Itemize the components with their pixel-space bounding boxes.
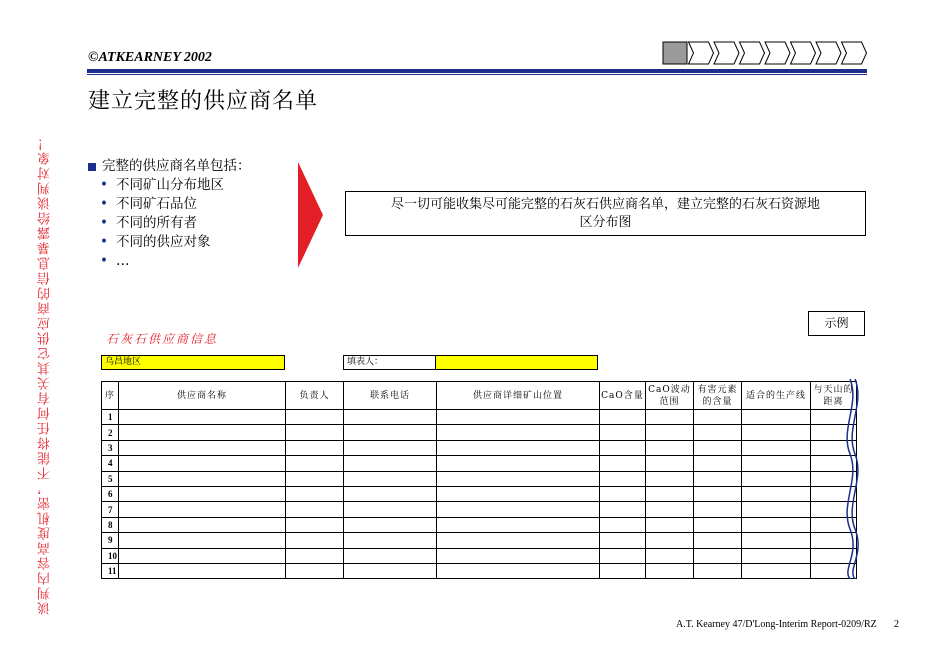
table-cell: [286, 425, 344, 440]
table-row: [102, 486, 857, 501]
table-cell: [646, 548, 694, 563]
table-cell: [600, 456, 646, 471]
table-row: [102, 533, 857, 548]
table-cell: [694, 456, 742, 471]
table-cell: [694, 440, 742, 455]
row-number: 3: [102, 440, 119, 455]
table-cell: [742, 471, 811, 486]
page-title: 建立完整的供应商名单: [88, 89, 319, 114]
table-cell: [119, 517, 286, 532]
col-header: CaO含量: [600, 382, 646, 410]
filler-field: [435, 355, 598, 370]
table-cell: [694, 548, 742, 563]
table-cell: [119, 471, 286, 486]
table-cell: [600, 502, 646, 517]
bullet-item: • 不同矿山分布地区: [100, 176, 251, 195]
col-header: 与天山的距离: [811, 382, 857, 410]
footer-report: A.T. Kearney 47/D'Long-Interim Report-0209/RZ: [676, 619, 877, 630]
table-cell: [600, 486, 646, 501]
table-cell: [742, 486, 811, 501]
table-cell: [694, 563, 742, 578]
table-cell: [344, 517, 437, 532]
table-cell: [344, 563, 437, 578]
row-number: 7: [102, 502, 119, 517]
filler-label: 填表人：: [343, 355, 436, 370]
table-row: [102, 502, 857, 517]
table-cell: [437, 533, 600, 548]
table-row: [102, 471, 857, 486]
table-cell: [286, 502, 344, 517]
row-number: 4: [102, 456, 119, 471]
bullet-item: • 不同的供应对象: [100, 233, 251, 252]
table-cell: [344, 502, 437, 517]
table-cell: [742, 502, 811, 517]
table-cell: [742, 517, 811, 532]
col-header: 适合的生产线: [742, 382, 811, 410]
nav-chevron: [663, 42, 687, 64]
table-cell: [286, 486, 344, 501]
table-cell: [119, 502, 286, 517]
callout-box: 尽一切可能收集尽可能完整的石灰石供应商名单，建立完整的石灰石资源地区分布图: [345, 191, 866, 236]
table-cell: [646, 533, 694, 548]
table-cell: [119, 440, 286, 455]
table-cell: [286, 533, 344, 548]
nav-chevron: [842, 42, 867, 64]
region-field: 乌昌地区: [101, 355, 285, 370]
table-row: [102, 410, 857, 425]
nav-chevron: [765, 42, 790, 64]
table-cell: [694, 410, 742, 425]
table-cell: [742, 456, 811, 471]
bullet-item: • 不同矿石品位: [100, 195, 251, 214]
page-number: 2: [894, 619, 899, 630]
bullet-lead: [88, 157, 251, 176]
table-cell: [119, 486, 286, 501]
table-cell: [344, 486, 437, 501]
progress-chevrons: [662, 40, 872, 66]
table-cell: [119, 456, 286, 471]
table-cell: [344, 456, 437, 471]
row-number: 6: [102, 486, 119, 501]
table-cell: [119, 425, 286, 440]
table-row: [102, 425, 857, 440]
table-cell: [344, 410, 437, 425]
table-row: [102, 517, 857, 532]
col-header: 联系电话: [344, 382, 437, 410]
supplier-table: [101, 381, 857, 579]
table-cell: [286, 471, 344, 486]
table-cell: [437, 425, 600, 440]
table-cell: [694, 502, 742, 517]
table-cell: [646, 563, 694, 578]
confidential-note: 谈判内容高度机密，不能将任何有关其它供应商的信息暴露给谈判对象！: [38, 135, 53, 615]
square-bullet-icon: [88, 163, 96, 171]
table-cell: [694, 486, 742, 501]
col-header: CaO波动范围: [646, 382, 694, 410]
header-rule: [87, 69, 867, 73]
table-row: [102, 548, 857, 563]
table-cell: [742, 548, 811, 563]
table-cell: [437, 548, 600, 563]
cut-edge-wave: [840, 379, 864, 583]
table-cell: [437, 410, 600, 425]
table-cell: [646, 410, 694, 425]
table-cell: [600, 563, 646, 578]
table-cell: [286, 440, 344, 455]
col-header: 序: [102, 382, 119, 410]
row-number: 5: [102, 471, 119, 486]
row-number: 11: [102, 563, 119, 578]
bullet-lead-text: 完整的供应商名单包括：: [102, 158, 251, 174]
col-header: 有害元素的含量: [694, 382, 742, 410]
header-rule-thin: [87, 74, 867, 75]
table-cell: [286, 456, 344, 471]
row-number: 10: [102, 548, 119, 563]
table-cell: [437, 517, 600, 532]
table-cell: [742, 410, 811, 425]
table-cell: [646, 471, 694, 486]
table-cell: [437, 502, 600, 517]
bullet-item: • …: [100, 252, 251, 271]
table-header-row: [102, 382, 857, 410]
table-row: [102, 440, 857, 455]
table-cell: [646, 456, 694, 471]
nav-chevron: [689, 42, 714, 64]
table-cell: [742, 563, 811, 578]
col-header: 负责人: [286, 382, 344, 410]
nav-chevron: [714, 42, 739, 64]
table-cell: [344, 548, 437, 563]
table-cell: [694, 517, 742, 532]
col-header: 供应商名称: [119, 382, 286, 410]
table-cell: [742, 533, 811, 548]
table-cell: [694, 471, 742, 486]
table-cell: [119, 563, 286, 578]
table-cell: [646, 425, 694, 440]
table-cell: [600, 548, 646, 563]
table-cell: [646, 502, 694, 517]
table-cell: [437, 563, 600, 578]
nav-chevron: [816, 42, 841, 64]
table-cell: [344, 533, 437, 548]
example-label: 示例: [808, 311, 865, 336]
table-cell: [119, 410, 286, 425]
row-number: 1: [102, 410, 119, 425]
row-number: 2: [102, 425, 119, 440]
table-cell: [119, 548, 286, 563]
table-cell: [437, 456, 600, 471]
table-cell: [437, 471, 600, 486]
table-row: [102, 456, 857, 471]
table-cell: [286, 410, 344, 425]
bullet-item: • 不同的所有者: [100, 214, 251, 233]
table-cell: [344, 471, 437, 486]
nav-chevron: [740, 42, 765, 64]
table-cell: [694, 425, 742, 440]
table-cell: [437, 440, 600, 455]
table-cell: [344, 440, 437, 455]
table-cell: [119, 533, 286, 548]
nav-chevron: [791, 42, 816, 64]
row-number: 9: [102, 533, 119, 548]
table-cell: [742, 440, 811, 455]
table-cell: [286, 563, 344, 578]
table-cell: [600, 517, 646, 532]
table-cell: [600, 471, 646, 486]
table-cell: [646, 517, 694, 532]
table-cell: [646, 486, 694, 501]
col-header: 供应商详细矿山位置: [437, 382, 600, 410]
form-title: 石灰石供应商信息: [106, 332, 219, 346]
table-row: [102, 563, 857, 578]
table-cell: [600, 425, 646, 440]
table-cell: [437, 486, 600, 501]
table-cell: [286, 517, 344, 532]
table-cell: [742, 425, 811, 440]
table-cell: [694, 533, 742, 548]
table-cell: [344, 425, 437, 440]
brand-copyright: ©ATKEARNEY 2002: [88, 50, 212, 65]
table-cell: [600, 533, 646, 548]
table-cell: [600, 410, 646, 425]
table-cell: [646, 440, 694, 455]
red-arrow-icon: [298, 162, 324, 272]
row-number: 8: [102, 517, 119, 532]
table-cell: [286, 548, 344, 563]
bullet-list: [88, 157, 251, 271]
table-cell: [600, 440, 646, 455]
